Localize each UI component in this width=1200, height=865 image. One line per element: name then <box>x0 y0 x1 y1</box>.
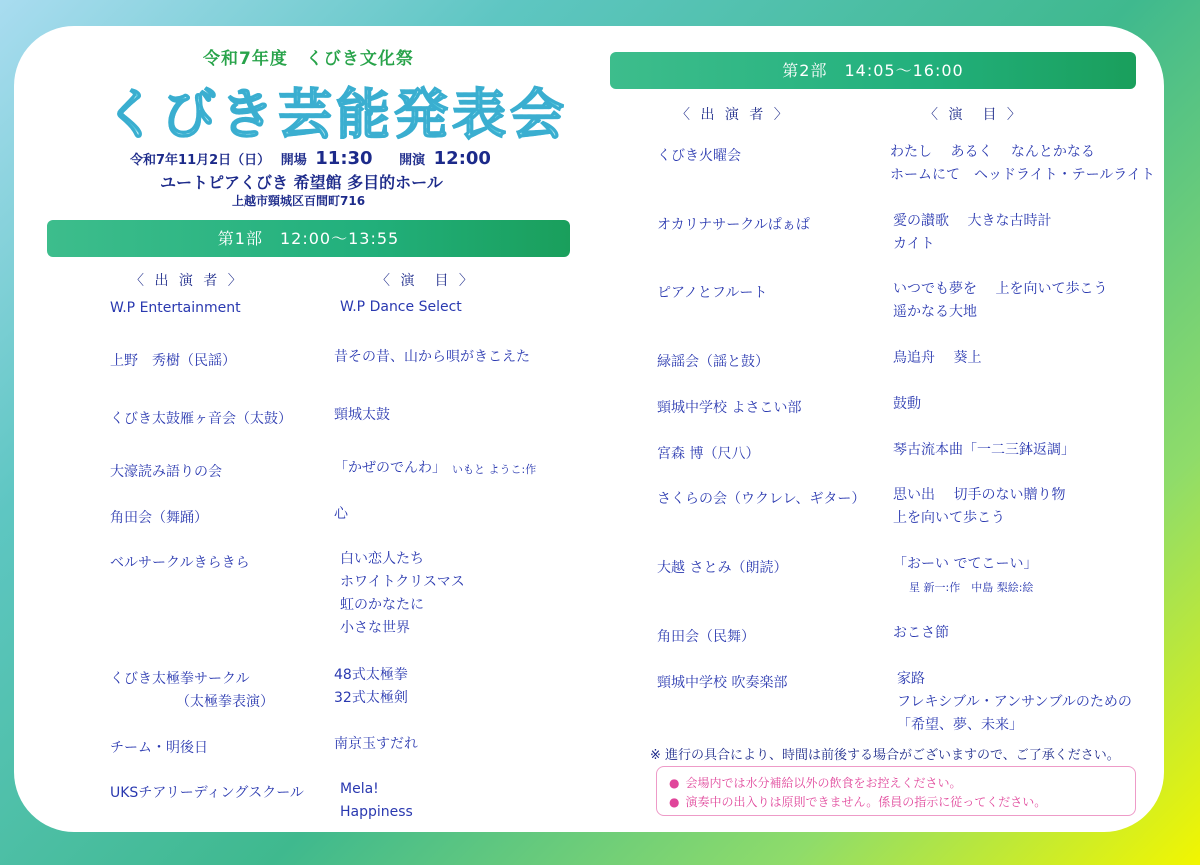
program-title: 上を向いて歩こう <box>893 510 1005 526</box>
page-title: くびき芸能発表会 <box>104 72 568 149</box>
program-title: おこさ節 <box>893 625 949 641</box>
program-title: 家路 <box>897 671 925 687</box>
bullet-icon: ● <box>669 776 680 790</box>
performer-name: 大越 さとみ（朗読） <box>657 560 788 576</box>
program-title: 「希望、夢、未来」 <box>897 717 1023 733</box>
performer-name: 大濠読み語りの会 <box>110 464 222 480</box>
program-title: 頸城太鼓 <box>334 407 390 423</box>
program-title: 南京玉すだれ <box>334 736 418 752</box>
performer-name: くびき太鼓雁ヶ音会（太鼓） <box>110 411 292 427</box>
program-title: いつでも夢を 上を向いて歩こう <box>893 281 1108 297</box>
program-title: ホームにて ヘッドライト・テールライト <box>890 167 1155 183</box>
performer-name: くびき太極拳サークル <box>110 671 250 687</box>
program-title: わたし あるく なんとかなる <box>890 144 1095 160</box>
rule-text: 会場内では水分補給以外の飲食をお控えください。 <box>685 776 962 790</box>
festival-label: 令和7年度 くびき文化祭 <box>203 49 414 69</box>
performer-name: くびき火曜会 <box>657 148 741 164</box>
program-title: 「おーい でてこーい」 <box>893 556 1038 572</box>
part2-program-header: 〈 演 目 〉 <box>924 107 1024 123</box>
program-title: 「かぜのでんわ」 <box>334 460 446 476</box>
rules-box <box>656 766 1136 816</box>
performer-sub: （太極拳表演） <box>176 694 274 710</box>
performer-name: オカリナサークルぱぁぱ <box>657 217 810 233</box>
performer-name: 宮森 博（尺八） <box>657 446 760 462</box>
program-title: 鳥追舟 葵上 <box>893 350 982 366</box>
program-title: フレキシブル・アンサンブルのための <box>897 694 1132 710</box>
program-title: 鼓動 <box>893 396 921 412</box>
program-title: 遥かなる大地 <box>893 304 977 320</box>
performer-name: 頸城中学校 吹奏楽部 <box>657 675 788 691</box>
program-title: 48式太極拳 <box>334 667 408 683</box>
performer-name: ピアノとフルート <box>657 285 768 301</box>
program-title: 思い出 切手のない贈り物 <box>893 487 1066 503</box>
program-title: 琴古流本曲「一二三鉢返調」 <box>893 442 1075 458</box>
performer-name: UKSチアリーディングスクール <box>110 785 304 801</box>
program-title: 虹のかなたに <box>340 597 424 613</box>
part2-header: 第2部 14:05～16:00 <box>610 52 1136 89</box>
program-title: 昔その昔、山から唄がきこえた <box>334 349 530 365</box>
performer-name: W.P Entertainment <box>110 300 241 316</box>
program-credit: 星 新一:作 中島 梨絵:絵 <box>909 581 1034 594</box>
program-title: 小さな世界 <box>340 620 410 636</box>
schedule-notice: ※ 進行の具合により、時間は前後する場合がございますので、ご了承ください。 <box>650 748 1120 763</box>
event-date: 令和7年11月2日（日） <box>130 153 271 168</box>
bullet-icon: ● <box>669 795 680 809</box>
program-credit: いもと ようこ:作 <box>452 463 537 476</box>
start-time: 12:00 <box>433 148 491 169</box>
open-label: 開場 <box>280 153 307 168</box>
performer-name: 角田会（舞踊） <box>110 510 208 526</box>
program-title: 白い恋人たち <box>340 551 424 567</box>
part1-performer-header: 〈 出 演 者 〉 <box>130 273 245 289</box>
performer-name: 頸城中学校 よさこい部 <box>657 400 802 416</box>
program-title: 愛の讃歌 大きな古時計 <box>893 213 1052 229</box>
rule-text: 演奏中の出入りは原則できません。係員の指示に従ってください。 <box>685 795 1047 809</box>
performer-name: 緑謡会（謡と鼓） <box>657 354 769 370</box>
start-label: 開演 <box>399 153 426 168</box>
open-time: 11:30 <box>315 148 373 169</box>
performer-name: さくらの会（ウクレレ、ギター） <box>657 491 866 507</box>
performer-name: ベルサークルきらきら <box>110 555 250 571</box>
part1-header: 第1部 12:00～13:55 <box>47 220 570 257</box>
date-time-line <box>130 148 491 169</box>
program-title: Happiness <box>340 804 413 820</box>
rule-item <box>669 793 1046 810</box>
part1-program-header: 〈 演 目 〉 <box>376 273 476 289</box>
program-title: ホワイトクリスマス <box>340 574 465 590</box>
program-title: カイト <box>893 236 935 252</box>
performer-name: 上野 秀樹（民謡） <box>110 353 236 369</box>
rule-item <box>669 774 962 791</box>
performer-name: 角田会（民舞） <box>657 629 755 645</box>
program-title: Mela! <box>340 781 379 797</box>
address: 上越市頸城区百間町716 <box>232 194 366 208</box>
part2-performer-header: 〈 出 演 者 〉 <box>676 107 791 123</box>
venue: ユートピアくびき 希望館 多目的ホール <box>160 173 443 192</box>
performer-name: チーム・明後日 <box>110 740 208 756</box>
program-title: 心 <box>334 506 348 522</box>
program-title: W.P Dance Select <box>340 299 462 315</box>
program-title: 32式太極剣 <box>334 690 408 706</box>
